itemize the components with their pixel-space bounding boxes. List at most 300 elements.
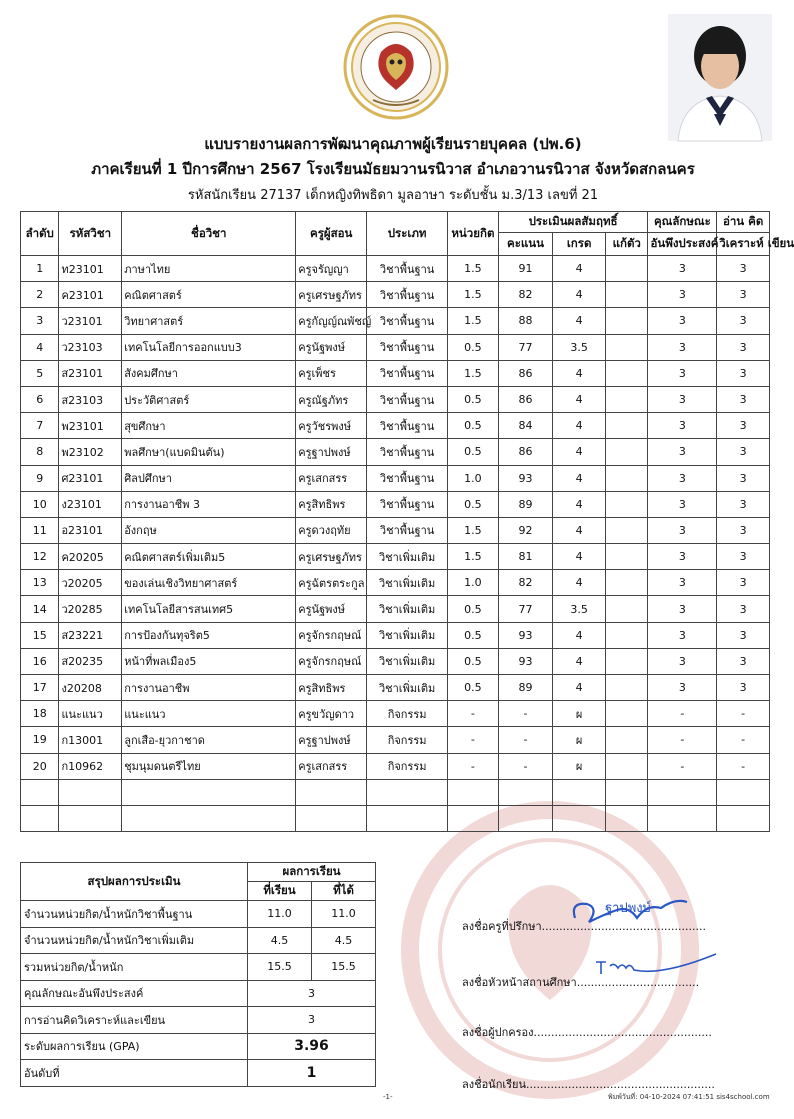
cell-subject-type: วิชาพื้นฐาน bbox=[367, 256, 448, 282]
table-row bbox=[21, 622, 770, 648]
cell-subject-name: คณิตศาสตร์เพิ่มเติม5 bbox=[122, 544, 296, 570]
cell-score: 82 bbox=[498, 282, 553, 308]
cell-teacher-name: ครูขวัญดาว bbox=[296, 701, 367, 727]
cell-row-no: 1 bbox=[21, 256, 59, 282]
cell-reading-thinking-writing: - bbox=[717, 753, 770, 779]
cell-subject-name: การงานอาชีพ 3 bbox=[122, 491, 296, 517]
parent-signature-line: ลงชื่อผู้ปกครอง................................................... bbox=[462, 1026, 712, 1039]
cell-desired-characteristics: 3 bbox=[648, 675, 717, 701]
header-read-top: อ่าน คิด bbox=[717, 212, 770, 233]
cell-credit: - bbox=[448, 727, 499, 753]
cell-subject-name: ประวัติศาสตร์ bbox=[122, 386, 296, 412]
cell-score: 82 bbox=[498, 570, 553, 596]
cell-subject-code: ว23101 bbox=[59, 308, 122, 334]
cell-subject-type: วิชาเพิ่มเติม bbox=[367, 675, 448, 701]
header-score: คะแนน bbox=[498, 233, 553, 256]
extra-credits-enrolled: 4.5 bbox=[248, 927, 312, 954]
watermark-seal bbox=[400, 800, 700, 1100]
table-row bbox=[21, 648, 770, 674]
header-char-bottom: อันพึงประสงค์ bbox=[648, 233, 717, 256]
table-row bbox=[21, 805, 770, 831]
cell-score: - bbox=[498, 701, 553, 727]
cell-reading-thinking-writing: - bbox=[717, 701, 770, 727]
cell-teacher-name: ครูสิทธิพร bbox=[296, 491, 367, 517]
cell-teacher-name: ครูฐาปพงษ์ bbox=[296, 439, 367, 465]
cell-credit: 1.5 bbox=[448, 282, 499, 308]
cell-subject-code: ส20235 bbox=[59, 648, 122, 674]
cell-row-no: 13 bbox=[21, 570, 59, 596]
table-row bbox=[21, 256, 770, 282]
cell-row-no: 9 bbox=[21, 465, 59, 491]
printed-timestamp: พิมพ์วันที่: 04-10-2024 07:41:51 sis4school.com bbox=[608, 1093, 770, 1101]
cell-subject-type: กิจกรรม bbox=[367, 727, 448, 753]
cell-teacher-name: ครูฐาปพงษ์ bbox=[296, 727, 367, 753]
header-read-bottom: วิเคราะห์ เขียน bbox=[717, 233, 770, 256]
cell-desired-characteristics bbox=[648, 805, 717, 831]
table-row bbox=[21, 727, 770, 753]
cell-grade bbox=[553, 805, 606, 831]
table-row bbox=[21, 439, 770, 465]
cell-subject-name: การงานอาชีพ bbox=[122, 675, 296, 701]
cell-remedial bbox=[605, 413, 648, 439]
cell-desired-characteristics: 3 bbox=[648, 648, 717, 674]
cell-remedial bbox=[605, 386, 648, 412]
cell-subject-type: วิชาพื้นฐาน bbox=[367, 282, 448, 308]
cell-grade: 4 bbox=[553, 386, 606, 412]
table-row bbox=[21, 675, 770, 701]
summary-row bbox=[21, 1060, 376, 1087]
cell-subject-name: วิทยาศาสตร์ bbox=[122, 308, 296, 334]
cell-credit: 0.5 bbox=[448, 413, 499, 439]
cell-desired-characteristics: 3 bbox=[648, 491, 717, 517]
cell-grade: 4 bbox=[553, 413, 606, 439]
cell-remedial bbox=[605, 727, 648, 753]
cell-score bbox=[498, 779, 553, 805]
read-value: 3 bbox=[248, 1007, 376, 1034]
table-row bbox=[21, 779, 770, 805]
char-label: คุณลักษณะอันพึงประสงค์ bbox=[21, 980, 248, 1007]
cell-row-no: 8 bbox=[21, 439, 59, 465]
cell-subject-name: หน้าที่พลเมือง5 bbox=[122, 648, 296, 674]
cell-teacher-name: ครูเศรษฐภัทร bbox=[296, 544, 367, 570]
cell-subject-type bbox=[367, 805, 448, 831]
advisor-signature-line: ลงชื่อครูที่ปรึกษา............................................... bbox=[462, 920, 707, 933]
cell-grade: ผ bbox=[553, 701, 606, 727]
summary-results-header: ผลการเรียน bbox=[248, 863, 376, 882]
cell-score: - bbox=[498, 753, 553, 779]
cell-score: 77 bbox=[498, 596, 553, 622]
gpa-value: 3.96 bbox=[248, 1033, 376, 1060]
cell-credit: 0.5 bbox=[448, 491, 499, 517]
cell-subject-name: เทคโนโลยีสารสนเทศ5 bbox=[122, 596, 296, 622]
cell-remedial bbox=[605, 491, 648, 517]
table-row bbox=[21, 386, 770, 412]
header-teacher: ครูผู้สอน bbox=[296, 212, 367, 256]
cell-reading-thinking-writing: 3 bbox=[717, 648, 770, 674]
cell-desired-characteristics: 3 bbox=[648, 360, 717, 386]
summary-row bbox=[21, 980, 376, 1007]
cell-score bbox=[498, 805, 553, 831]
cell-teacher-name: ครูวัชรพงษ์ bbox=[296, 413, 367, 439]
header-code: รหัสวิชา bbox=[59, 212, 122, 256]
cell-desired-characteristics: 3 bbox=[648, 386, 717, 412]
cell-remedial bbox=[605, 334, 648, 360]
student-info-line: รหัสนักเรียน 27137 เด็กหญิงทิพธิดา มูลอาษา ระดับชั้น ม.3/13 เลขที่ 21 bbox=[187, 188, 599, 203]
cell-desired-characteristics: 3 bbox=[648, 413, 717, 439]
cell-reading-thinking-writing: 3 bbox=[717, 360, 770, 386]
summary-col-enrolled: ที่เรียน bbox=[248, 882, 312, 901]
table-row bbox=[21, 570, 770, 596]
cell-score: 93 bbox=[498, 622, 553, 648]
cell-score: 89 bbox=[498, 675, 553, 701]
cell-row-no: 15 bbox=[21, 622, 59, 648]
cell-score: 93 bbox=[498, 465, 553, 491]
cell-remedial bbox=[605, 622, 648, 648]
cell-desired-characteristics: - bbox=[648, 701, 717, 727]
cell-score: 86 bbox=[498, 439, 553, 465]
cell-subject-type: วิชาพื้นฐาน bbox=[367, 465, 448, 491]
cell-subject-code: ว20285 bbox=[59, 596, 122, 622]
cell-desired-characteristics: 3 bbox=[648, 439, 717, 465]
cell-subject-code: ว23103 bbox=[59, 334, 122, 360]
header-credit: หน่วยกิต bbox=[448, 212, 499, 256]
cell-credit bbox=[448, 805, 499, 831]
cell-subject-type: วิชาพื้นฐาน bbox=[367, 491, 448, 517]
cell-subject-name: แนะแนว bbox=[122, 701, 296, 727]
cell-subject-code: ก10962 bbox=[59, 753, 122, 779]
cell-grade: 4 bbox=[553, 465, 606, 491]
cell-grade: 4 bbox=[553, 256, 606, 282]
cell-remedial bbox=[605, 256, 648, 282]
cell-subject-code: ว20205 bbox=[59, 570, 122, 596]
cell-score: 89 bbox=[498, 491, 553, 517]
cell-subject-name: เทคโนโลยีการออกแบบ3 bbox=[122, 334, 296, 360]
cell-score: 81 bbox=[498, 544, 553, 570]
cell-subject-name: พลศึกษา(แบดมินตัน) bbox=[122, 439, 296, 465]
svg-text:ฐาปพงษ์: ฐาปพงษ์ bbox=[605, 901, 652, 916]
cell-subject-type: วิชาเพิ่มเติม bbox=[367, 622, 448, 648]
cell-subject-code: แนะแนว bbox=[59, 701, 122, 727]
director-signature-line: ลงชื่อหัวหน้าสถานศึกษา................................... bbox=[462, 976, 700, 989]
cell-subject-code bbox=[59, 779, 122, 805]
table-row bbox=[21, 308, 770, 334]
cell-desired-characteristics: - bbox=[648, 727, 717, 753]
cell-credit: 0.5 bbox=[448, 439, 499, 465]
cell-teacher-name: ครูเศรษฐภัทร bbox=[296, 282, 367, 308]
cell-subject-type: วิชาพื้นฐาน bbox=[367, 439, 448, 465]
summary-title: สรุปผลการประเมิน bbox=[21, 863, 248, 901]
cell-teacher-name: ครูนัฐพงษ์ bbox=[296, 334, 367, 360]
cell-reading-thinking-writing: 3 bbox=[717, 256, 770, 282]
cell-teacher-name: ครูณัฐภัทร bbox=[296, 386, 367, 412]
cell-row-no: 10 bbox=[21, 491, 59, 517]
cell-teacher-name: ครูสิทธิพร bbox=[296, 675, 367, 701]
cell-grade: 4 bbox=[553, 491, 606, 517]
cell-subject-name: ภาษาไทย bbox=[122, 256, 296, 282]
cell-subject-type: วิชาเพิ่มเติม bbox=[367, 570, 448, 596]
table-row bbox=[21, 282, 770, 308]
total-credits-earned: 15.5 bbox=[312, 954, 376, 981]
basic-credits-label: จำนวนหน่วยกิต/น้ำหนักวิชาพื้นฐาน bbox=[21, 901, 248, 928]
cell-desired-characteristics: 3 bbox=[648, 282, 717, 308]
cell-row-no: 16 bbox=[21, 648, 59, 674]
cell-teacher-name: ครูดวงฤทัย bbox=[296, 517, 367, 543]
header-remedial: แก้ตัว bbox=[605, 233, 648, 256]
student-photo bbox=[668, 14, 772, 141]
cell-remedial bbox=[605, 753, 648, 779]
cell-desired-characteristics: 3 bbox=[648, 570, 717, 596]
page-number: -1- bbox=[383, 1093, 393, 1101]
cell-remedial bbox=[605, 675, 648, 701]
extra-credits-label: จำนวนหน่วยกิต/น้ำหนักวิชาเพิ่มเติม bbox=[21, 927, 248, 954]
cell-grade: 4 bbox=[553, 675, 606, 701]
summary-row bbox=[21, 1033, 376, 1060]
cell-remedial bbox=[605, 544, 648, 570]
cell-reading-thinking-writing: 3 bbox=[717, 544, 770, 570]
cell-grade: 4 bbox=[553, 648, 606, 674]
table-row bbox=[21, 491, 770, 517]
cell-reading-thinking-writing: 3 bbox=[717, 439, 770, 465]
cell-score: 93 bbox=[498, 648, 553, 674]
cell-row-no: 7 bbox=[21, 413, 59, 439]
cell-grade: 4 bbox=[553, 282, 606, 308]
table-row bbox=[21, 753, 770, 779]
header-grade: เกรด bbox=[553, 233, 606, 256]
cell-grade: 4 bbox=[553, 570, 606, 596]
cell-subject-name bbox=[122, 779, 296, 805]
cell-credit: 1.5 bbox=[448, 517, 499, 543]
cell-grade: 4 bbox=[553, 517, 606, 543]
cell-reading-thinking-writing: 3 bbox=[717, 622, 770, 648]
header-type: ประเภท bbox=[367, 212, 448, 256]
cell-subject-name: สุขศึกษา bbox=[122, 413, 296, 439]
cell-remedial bbox=[605, 282, 648, 308]
header-char-top: คุณลักษณะ bbox=[648, 212, 717, 233]
cell-subject-type: วิชาเพิ่มเติม bbox=[367, 596, 448, 622]
cell-desired-characteristics: 3 bbox=[648, 622, 717, 648]
cell-subject-code: ก13001 bbox=[59, 727, 122, 753]
cell-score: - bbox=[498, 727, 553, 753]
cell-desired-characteristics: 3 bbox=[648, 544, 717, 570]
table-row bbox=[21, 334, 770, 360]
cell-row-no: 3 bbox=[21, 308, 59, 334]
cell-subject-code: ส23103 bbox=[59, 386, 122, 412]
summary-col-earned: ที่ได้ bbox=[312, 882, 376, 901]
table-row bbox=[21, 465, 770, 491]
cell-remedial bbox=[605, 570, 648, 596]
cell-subject-type: วิชาเพิ่มเติม bbox=[367, 648, 448, 674]
cell-score: 92 bbox=[498, 517, 553, 543]
cell-remedial bbox=[605, 465, 648, 491]
cell-reading-thinking-writing: 3 bbox=[717, 334, 770, 360]
cell-subject-code bbox=[59, 805, 122, 831]
cell-desired-characteristics: 3 bbox=[648, 334, 717, 360]
cell-teacher-name: ครูเพ็ชร bbox=[296, 360, 367, 386]
basic-credits-earned: 11.0 bbox=[312, 901, 376, 928]
cell-subject-type: วิชาเพิ่มเติม bbox=[367, 544, 448, 570]
table-row bbox=[21, 360, 770, 386]
cell-credit: 0.5 bbox=[448, 648, 499, 674]
cell-subject-code: ค20205 bbox=[59, 544, 122, 570]
cell-subject-type: กิจกรรม bbox=[367, 753, 448, 779]
cell-subject-type: กิจกรรม bbox=[367, 701, 448, 727]
cell-desired-characteristics bbox=[648, 779, 717, 805]
cell-reading-thinking-writing: 3 bbox=[717, 596, 770, 622]
cell-teacher-name bbox=[296, 779, 367, 805]
cell-row-no: 17 bbox=[21, 675, 59, 701]
table-row bbox=[21, 596, 770, 622]
cell-subject-code: ค23101 bbox=[59, 282, 122, 308]
total-credits-label: รวมหน่วยกิต/น้ำหนัก bbox=[21, 954, 248, 981]
header-no: ลำดับ bbox=[21, 212, 59, 256]
cell-row-no: 19 bbox=[21, 727, 59, 753]
cell-subject-code: พ23102 bbox=[59, 439, 122, 465]
summary-row bbox=[21, 1007, 376, 1034]
semester-school-line: ภาคเรียนที่ 1 ปีการศึกษา 2567 โรงเรียนมัธยมวานรนิวาส อำเภอวานรนิวาส จังหวัดสกลนคร bbox=[91, 160, 695, 178]
cell-row-no: 14 bbox=[21, 596, 59, 622]
cell-score: 86 bbox=[498, 360, 553, 386]
summary-row bbox=[21, 954, 376, 981]
cell-reading-thinking-writing: 3 bbox=[717, 570, 770, 596]
cell-subject-type: วิชาพื้นฐาน bbox=[367, 413, 448, 439]
cell-remedial bbox=[605, 648, 648, 674]
cell-subject-name: ของเล่นเชิงวิทยาศาสตร์ bbox=[122, 570, 296, 596]
cell-teacher-name: ครูจักรกฤษณ์ bbox=[296, 622, 367, 648]
cell-grade: 4 bbox=[553, 622, 606, 648]
summary-row bbox=[21, 901, 376, 928]
cell-subject-code: ง20208 bbox=[59, 675, 122, 701]
cell-subject-code: ส23221 bbox=[59, 622, 122, 648]
cell-remedial bbox=[605, 805, 648, 831]
cell-credit: 1.0 bbox=[448, 570, 499, 596]
cell-subject-name: ชุมนุมดนตรีไทย bbox=[122, 753, 296, 779]
gpa-label: ระดับผลการเรียน (GPA) bbox=[21, 1033, 248, 1060]
cell-grade: 4 bbox=[553, 439, 606, 465]
cell-desired-characteristics: 3 bbox=[648, 256, 717, 282]
student-signature-line: ลงชื่อนักเรียน...................................................... bbox=[462, 1078, 715, 1091]
cell-score: 88 bbox=[498, 308, 553, 334]
cell-subject-name: คณิตศาสตร์ bbox=[122, 282, 296, 308]
total-credits-enrolled: 15.5 bbox=[248, 954, 312, 981]
cell-subject-type bbox=[367, 779, 448, 805]
cell-subject-code: อ23101 bbox=[59, 517, 122, 543]
cell-subject-type: วิชาพื้นฐาน bbox=[367, 334, 448, 360]
cell-remedial bbox=[605, 596, 648, 622]
cell-grade: 4 bbox=[553, 544, 606, 570]
cell-subject-type: วิชาพื้นฐาน bbox=[367, 308, 448, 334]
cell-subject-type: วิชาพื้นฐาน bbox=[367, 386, 448, 412]
cell-credit: 1.5 bbox=[448, 360, 499, 386]
cell-grade: 4 bbox=[553, 360, 606, 386]
cell-credit: 0.5 bbox=[448, 675, 499, 701]
cell-remedial bbox=[605, 779, 648, 805]
cell-subject-type: วิชาพื้นฐาน bbox=[367, 517, 448, 543]
cell-grade: ผ bbox=[553, 753, 606, 779]
cell-credit: 0.5 bbox=[448, 386, 499, 412]
cell-teacher-name: ครูเสกสรร bbox=[296, 465, 367, 491]
extra-credits-earned: 4.5 bbox=[312, 927, 376, 954]
cell-teacher-name: ครูฉัตรตระกูล bbox=[296, 570, 367, 596]
cell-remedial bbox=[605, 308, 648, 334]
cell-credit: - bbox=[448, 753, 499, 779]
cell-row-no bbox=[21, 779, 59, 805]
cell-subject-name: การป้องกันทุจริต5 bbox=[122, 622, 296, 648]
cell-remedial bbox=[605, 360, 648, 386]
cell-desired-characteristics: 3 bbox=[648, 596, 717, 622]
cell-subject-code: ง23101 bbox=[59, 491, 122, 517]
header-assessment: ประเมินผลสัมฤทธิ์ bbox=[498, 212, 648, 233]
cell-subject-code: ส23101 bbox=[59, 360, 122, 386]
cell-remedial bbox=[605, 439, 648, 465]
cell-remedial bbox=[605, 517, 648, 543]
cell-credit: 0.5 bbox=[448, 334, 499, 360]
cell-row-no: 11 bbox=[21, 517, 59, 543]
cell-reading-thinking-writing bbox=[717, 779, 770, 805]
school-logo bbox=[343, 14, 449, 120]
cell-credit: 1.0 bbox=[448, 465, 499, 491]
cell-teacher-name: ครูจรัญญา bbox=[296, 256, 367, 282]
cell-subject-name: สังคมศึกษา bbox=[122, 360, 296, 386]
cell-credit bbox=[448, 779, 499, 805]
summary-row bbox=[21, 927, 376, 954]
cell-grade: 4 bbox=[553, 308, 606, 334]
cell-subject-code: พ23101 bbox=[59, 413, 122, 439]
cell-score: 86 bbox=[498, 386, 553, 412]
cell-desired-characteristics: - bbox=[648, 753, 717, 779]
cell-grade: 3.5 bbox=[553, 596, 606, 622]
cell-row-no: 18 bbox=[21, 701, 59, 727]
cell-credit: 1.5 bbox=[448, 544, 499, 570]
cell-reading-thinking-writing: 3 bbox=[717, 308, 770, 334]
cell-reading-thinking-writing bbox=[717, 805, 770, 831]
cell-subject-name: ลูกเสือ-ยุวกาชาด bbox=[122, 727, 296, 753]
table-row bbox=[21, 413, 770, 439]
cell-credit: 1.5 bbox=[448, 256, 499, 282]
cell-subject-name: อังกฤษ bbox=[122, 517, 296, 543]
cell-desired-characteristics: 3 bbox=[648, 308, 717, 334]
summary-table bbox=[20, 862, 376, 1087]
cell-score: 91 bbox=[498, 256, 553, 282]
cell-teacher-name: ครูเสกสรร bbox=[296, 753, 367, 779]
cell-grade bbox=[553, 779, 606, 805]
cell-desired-characteristics: 3 bbox=[648, 517, 717, 543]
table-row bbox=[21, 544, 770, 570]
cell-row-no: 5 bbox=[21, 360, 59, 386]
cell-row-no: 12 bbox=[21, 544, 59, 570]
cell-subject-type: วิชาพื้นฐาน bbox=[367, 360, 448, 386]
cell-remedial bbox=[605, 701, 648, 727]
cell-row-no: 2 bbox=[21, 282, 59, 308]
cell-row-no: 20 bbox=[21, 753, 59, 779]
table-row bbox=[21, 701, 770, 727]
cell-reading-thinking-writing: 3 bbox=[717, 413, 770, 439]
cell-row-no: 4 bbox=[21, 334, 59, 360]
cell-score: 77 bbox=[498, 334, 553, 360]
cell-desired-characteristics: 3 bbox=[648, 465, 717, 491]
header-subject: ชื่อวิชา bbox=[122, 212, 296, 256]
cell-reading-thinking-writing: 3 bbox=[717, 282, 770, 308]
cell-teacher-name bbox=[296, 805, 367, 831]
cell-grade: ผ bbox=[553, 727, 606, 753]
cell-reading-thinking-writing: 3 bbox=[717, 491, 770, 517]
cell-subject-code: ศ23101 bbox=[59, 465, 122, 491]
cell-score: 84 bbox=[498, 413, 553, 439]
cell-reading-thinking-writing: 3 bbox=[717, 465, 770, 491]
read-label: การอ่านคิดวิเคราะห์และเขียน bbox=[21, 1007, 248, 1034]
cell-reading-thinking-writing: 3 bbox=[717, 675, 770, 701]
cell-credit: - bbox=[448, 701, 499, 727]
cell-teacher-name: ครูกัญญ์ณพัชญ์ bbox=[296, 308, 367, 334]
